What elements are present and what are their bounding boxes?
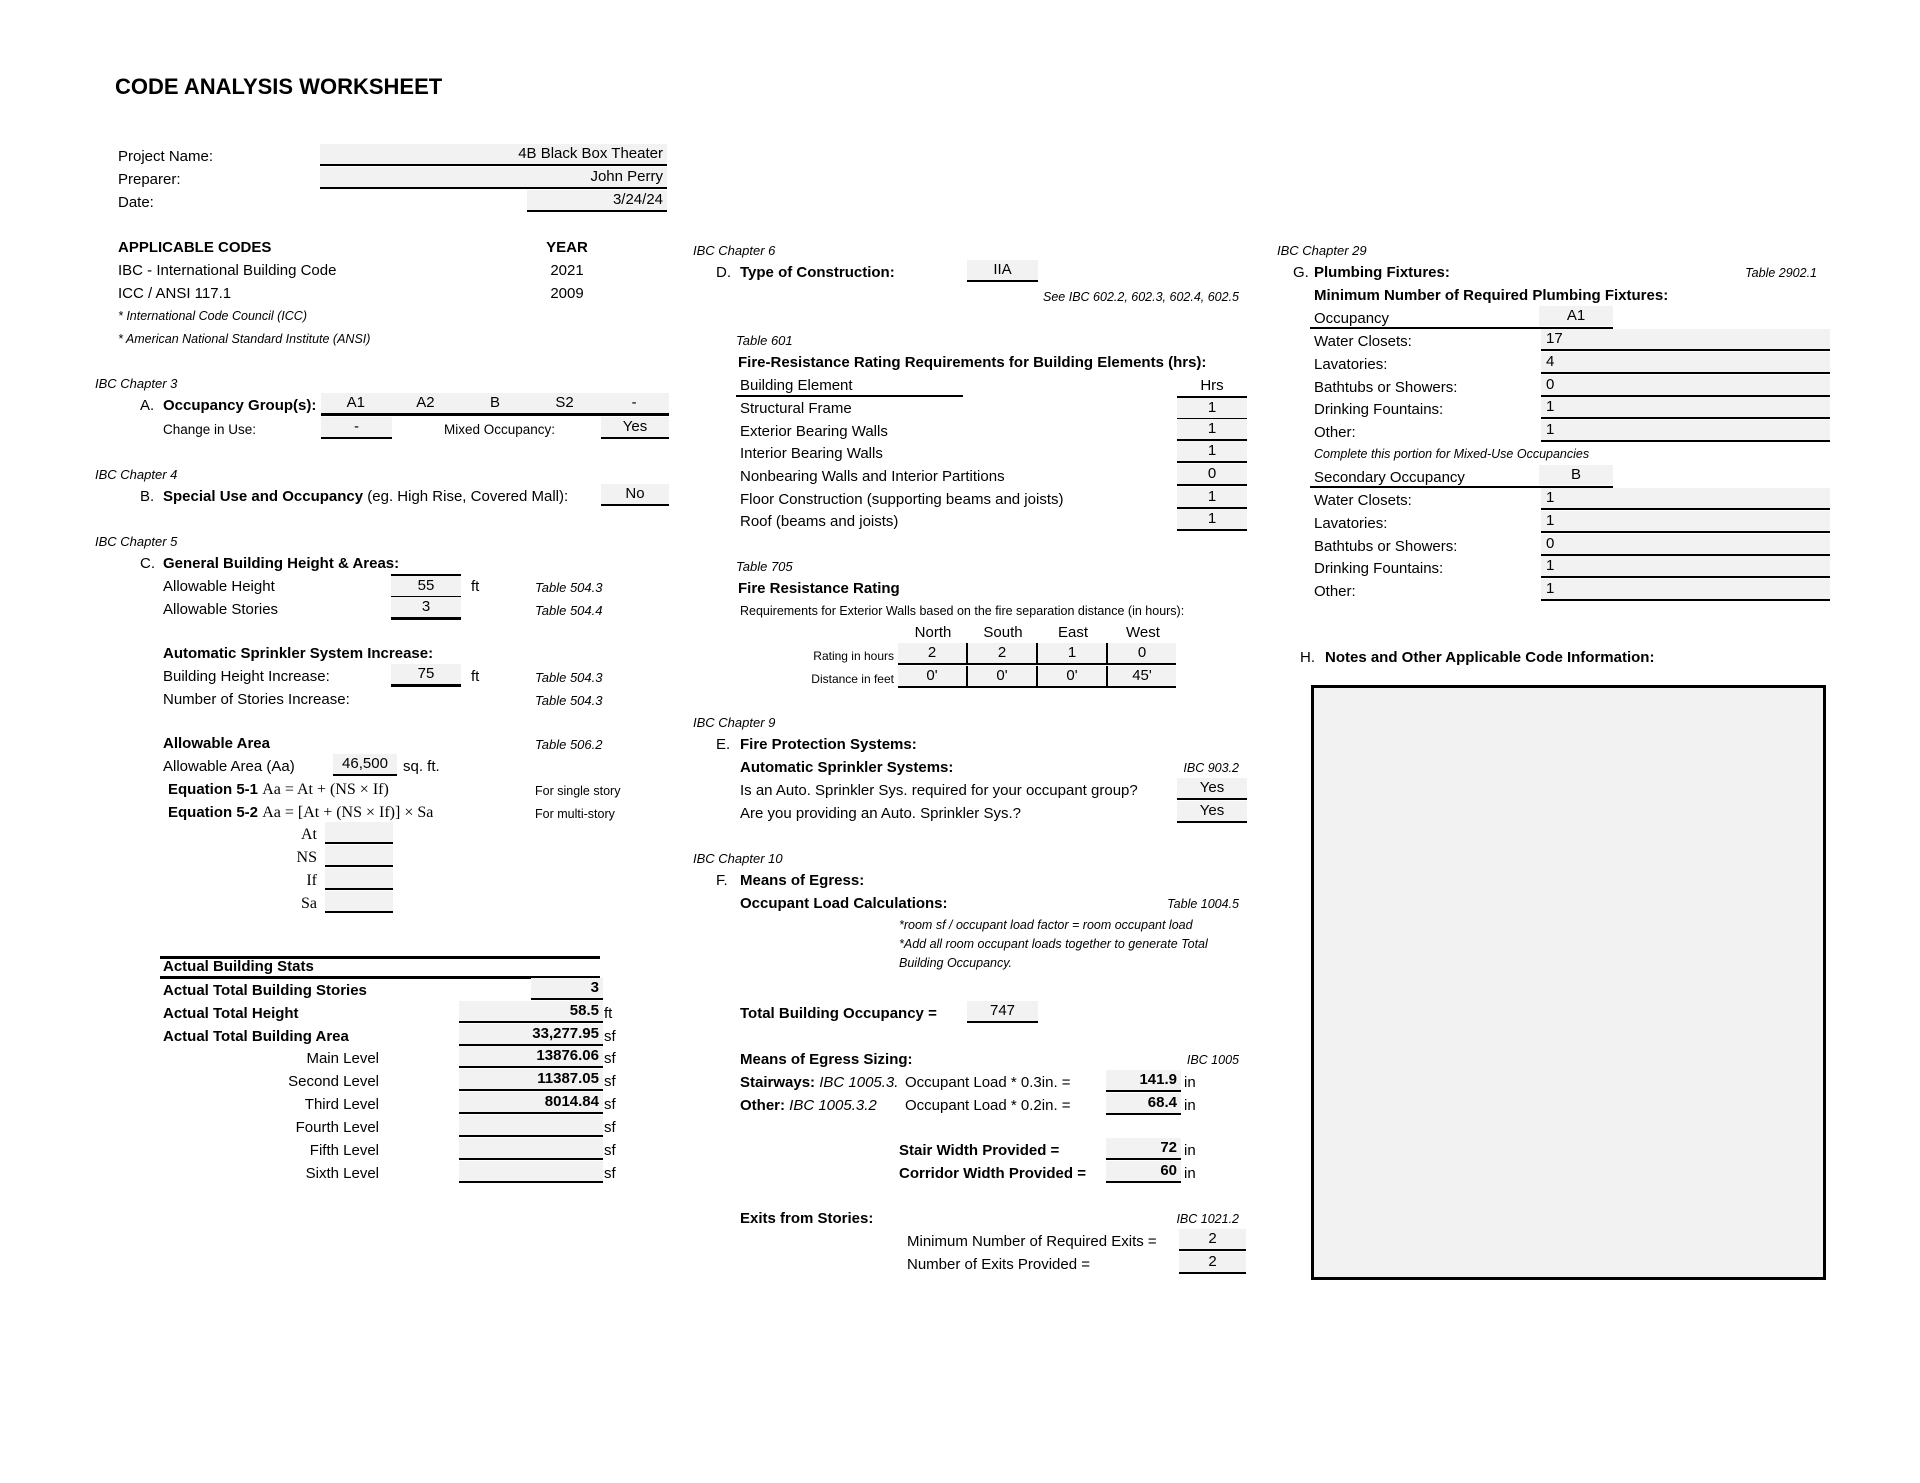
chapter10-ref: IBC Chapter 10 — [693, 851, 783, 866]
fixture-row-value[interactable]: 1 — [1541, 511, 1830, 533]
min-exits-label: Minimum Number of Required Exits = — [907, 1233, 1157, 1250]
stats-row-value[interactable]: 58.5 — [459, 1001, 603, 1023]
fixture-row-value[interactable]: 17 — [1541, 329, 1830, 351]
section-letter-f: F. — [716, 872, 728, 889]
distance-in-feet-row[interactable] — [898, 666, 1176, 688]
distance-in-feet-label: Distance in feet — [811, 672, 894, 686]
occupancy-groups-heading: Occupancy Group(s): — [163, 397, 317, 414]
var-if-field[interactable] — [325, 868, 393, 890]
mixed-use-note: Complete this portion for Mixed-Use Occupancies — [1314, 447, 1590, 461]
ibc-1021-2-ref: IBC 1021.2 — [1176, 1212, 1239, 1226]
occupancy-group-value[interactable]: - — [631, 394, 637, 411]
building-element-underline — [736, 375, 963, 397]
table601-row-value[interactable]: 1 — [1177, 487, 1247, 509]
min-exits-field[interactable]: 2 — [1179, 1229, 1246, 1251]
section-letter-g: G. — [1293, 264, 1309, 281]
fixture-row-value[interactable]: 1 — [1541, 420, 1830, 442]
stairways-width-field[interactable]: 141.9 — [1106, 1070, 1181, 1092]
rating-value[interactable]: 0 — [1137, 644, 1147, 661]
stats-row-unit: sf — [604, 1142, 616, 1159]
exits-provided-label: Number of Exits Provided = — [907, 1256, 1090, 1273]
year-heading: YEAR — [546, 239, 588, 256]
equation-5-2-label: Equation 5-2 — [168, 804, 259, 821]
total-occupancy-label: Total Building Occupancy = — [740, 1005, 937, 1022]
other-egress-width-field[interactable]: 68.4 — [1106, 1093, 1181, 1115]
allowable-area-label: Allowable Area (Aa) — [163, 758, 295, 775]
stair-width-unit: in — [1184, 1142, 1196, 1159]
chapter6-ref: IBC Chapter 6 — [693, 243, 776, 258]
footnote-ansi: * American National Standard Institute (ANSI) — [118, 332, 371, 346]
section-letter-d: D. — [716, 264, 731, 281]
date-label: Date: — [118, 194, 154, 211]
fixture-row-label: Other: — [1314, 424, 1356, 441]
allowable-area-heading: Allowable Area — [163, 735, 270, 752]
occupancy-group-value[interactable]: S2 — [555, 394, 574, 411]
stats-row-unit: ft — [604, 1005, 613, 1022]
fire-resistance-rating-heading: Fire Resistance Rating — [738, 580, 900, 597]
page-title: CODE ANALYSIS WORKSHEET — [115, 74, 443, 99]
building-height-increase-field[interactable]: 75 — [391, 664, 461, 687]
stats-row-value[interactable] — [459, 1138, 603, 1160]
mixed-occupancy-field[interactable]: Yes — [601, 417, 669, 439]
chapter9-ref: IBC Chapter 9 — [693, 715, 776, 730]
section-letter-b: B. — [140, 488, 155, 505]
stats-row-value[interactable]: 3 — [531, 978, 603, 1000]
project-name-field[interactable]: 4B Black Box Theater — [320, 144, 667, 166]
fixture-row-label: Water Closets: — [1314, 333, 1412, 350]
stats-row-value[interactable] — [459, 1161, 603, 1183]
stories-increase-label: Number of Stories Increase: — [163, 691, 350, 708]
chapter4-ref: IBC Chapter 4 — [95, 467, 178, 482]
occupancy-groups-field[interactable] — [321, 393, 669, 416]
total-occupancy-field[interactable]: 747 — [967, 1001, 1038, 1023]
ibc-903-2-ref: IBC 903.2 — [1183, 761, 1239, 775]
other-egress-code-ref: IBC 1005.3.2 — [789, 1097, 877, 1114]
change-in-use-field[interactable]: - — [321, 417, 392, 439]
applicable-codes-heading: APPLICABLE CODES — [118, 239, 272, 256]
notes-box[interactable] — [1311, 685, 1826, 1280]
occupant-load-note-1: *room sf / occupant load factor = room occupant load — [899, 918, 1193, 932]
table-1004-5-ref: Table 1004.5 — [1167, 897, 1239, 911]
stats-row-label: Actual Total Building Area — [163, 1028, 349, 1045]
rating-value[interactable]: 1 — [1038, 643, 1108, 663]
fixture-row-value[interactable]: 1 — [1541, 556, 1830, 578]
occupancy-col-label: Occupancy — [1314, 310, 1390, 327]
occupant-load-note-2: *Add all room occupant loads together to generate Total — [899, 937, 1208, 951]
fixture-row-label: Lavatories: — [1314, 515, 1388, 532]
plumbing-fixtures-heading: Plumbing Fixtures: — [1314, 264, 1450, 281]
allowable-height-field[interactable]: 55 — [391, 574, 461, 598]
table601-row-value[interactable]: 0 — [1177, 464, 1247, 486]
stats-row-unit: sf — [604, 1119, 616, 1136]
building-height-increase-unit: ft — [471, 668, 480, 685]
var-at-label: At — [301, 826, 317, 843]
section-letter-e: E. — [716, 736, 731, 753]
stats-row-label: Main Level — [306, 1050, 379, 1067]
sprinkler-provided-question: Are you providing an Auto. Sprinkler Sys.? — [740, 805, 1021, 822]
equation-5-1-note: For single story — [535, 784, 621, 798]
stats-row-label: Actual Total Building Stories — [163, 982, 367, 999]
stats-row-unit: sf — [604, 1165, 616, 1182]
ibc-1005-ref: IBC 1005 — [1186, 1053, 1239, 1067]
fixture-row-value[interactable]: 0 — [1541, 534, 1830, 556]
allowable-stories-label: Allowable Stories — [163, 601, 279, 618]
stair-width-provided-field[interactable]: 72 — [1106, 1138, 1181, 1160]
corridor-width-unit: in — [1184, 1165, 1196, 1182]
occupant-load-note-3: Building Occupancy. — [899, 956, 1013, 970]
fixture-row-value[interactable]: 0 — [1541, 375, 1830, 397]
var-sa-label: Sa — [301, 895, 317, 912]
equation-5-2-formula: Aa = [At + (NS × If)] × Sa — [262, 804, 434, 821]
occupancy-group-value[interactable]: B — [489, 394, 500, 411]
date-field[interactable]: 3/24/24 — [527, 190, 667, 212]
stats-row-value[interactable]: 8014.84 — [459, 1092, 603, 1114]
table601-row-value[interactable]: 1 — [1177, 419, 1247, 441]
stats-row-value[interactable]: 13876.06 — [459, 1046, 603, 1068]
hrs-col-header: Hrs — [1200, 377, 1224, 394]
direction-header-east: East — [1057, 624, 1088, 641]
distance-value[interactable]: 0' — [968, 666, 1038, 686]
fixture-row-value[interactable]: 4 — [1541, 352, 1830, 374]
table601-row-label: Floor Construction (supporting beams and joists) — [740, 491, 1064, 508]
occupancy-group-value[interactable]: A1 — [346, 394, 365, 411]
stats-heading-underline — [160, 956, 600, 979]
fixture-row-label: Lavatories: — [1314, 356, 1388, 373]
occupancy-group-value[interactable]: A2 — [416, 394, 435, 411]
special-use-field[interactable]: No — [601, 484, 669, 506]
stats-row-unit: sf — [604, 1028, 616, 1045]
allowable-area-unit: sq. ft. — [403, 758, 440, 775]
other-egress-unit: in — [1184, 1097, 1196, 1114]
see-ibc-ref: See IBC 602.2, 602.3, 602.4, 602.5 — [1043, 290, 1239, 304]
sprinkler-required-field[interactable]: Yes — [1177, 778, 1247, 800]
chapter29-ref: IBC Chapter 29 — [1277, 243, 1367, 258]
stats-row-label: Third Level — [304, 1096, 379, 1113]
allowable-height-label: Allowable Height — [163, 578, 275, 595]
fixture-row-value[interactable]: 1 — [1541, 579, 1830, 601]
stats-row-value[interactable]: 11387.05 — [459, 1069, 603, 1091]
section-letter-a: A. — [140, 397, 155, 414]
direction-header-north: North — [914, 624, 952, 641]
building-height-increase-label: Building Height Increase: — [163, 668, 330, 685]
means-of-egress-heading: Means of Egress: — [740, 872, 865, 889]
construction-type-field[interactable]: IIA — [967, 260, 1038, 282]
table-504-3-ref: Table 504.3 — [535, 670, 603, 685]
table-504-4-ref: Table 504.4 — [535, 603, 603, 618]
fixture-row-label: Bathtubs or Showers: — [1314, 538, 1458, 555]
var-at-field[interactable] — [325, 822, 393, 844]
stats-row-unit: sf — [604, 1050, 616, 1067]
egress-sizing-heading: Means of Egress Sizing: — [740, 1051, 913, 1068]
stats-row-unit: sf — [604, 1096, 616, 1113]
rating-in-hours-row[interactable] — [898, 643, 1176, 665]
sprinkler-increase-heading: Automatic Sprinkler System Increase: — [163, 645, 434, 662]
footnote-icc: * International Code Council (ICC) — [118, 309, 307, 323]
chapter5-ref: IBC Chapter 5 — [95, 534, 178, 549]
occupancy-field[interactable]: A1 — [1539, 306, 1613, 326]
table601-row-label: Roof (beams and joists) — [740, 513, 899, 530]
table601-row-value[interactable]: 1 — [1177, 509, 1247, 531]
mixed-occupancy-label: Mixed Occupancy: — [444, 422, 556, 437]
exits-provided-field[interactable]: 2 — [1179, 1252, 1246, 1274]
fixture-row-value[interactable]: 1 — [1541, 488, 1830, 510]
special-use-heading-bold: Special Use and Occupancy — [163, 488, 364, 505]
stats-row-value[interactable]: 33,277.95 — [459, 1024, 603, 1046]
stats-row-label: Actual Total Height — [163, 1005, 299, 1022]
special-use-heading — [163, 486, 568, 507]
fixture-row-label: Water Closets: — [1314, 492, 1412, 509]
section-letter-c: C. — [140, 555, 155, 572]
table601-row-label: Nonbearing Walls and Interior Partitions — [740, 468, 1005, 485]
other-egress-label — [740, 1095, 877, 1116]
var-sa-field[interactable] — [325, 891, 393, 913]
preparer-label: Preparer: — [118, 171, 181, 188]
stairways-label — [740, 1072, 898, 1093]
stats-row-label: Sixth Level — [305, 1165, 379, 1182]
fire-protection-heading: Fire Protection Systems: — [740, 736, 917, 753]
section-letter-h: H. — [1300, 649, 1315, 666]
rating-in-hours-label: Rating in hours — [813, 649, 894, 663]
corridor-width-provided-label: Corridor Width Provided = — [899, 1165, 1086, 1182]
table-705-ref: Table 705 — [736, 559, 793, 574]
stats-row-label: Second Level — [288, 1073, 379, 1090]
var-ns-field[interactable] — [325, 845, 393, 867]
chapter3-ref: IBC Chapter 3 — [95, 376, 178, 391]
direction-header-south: South — [983, 624, 1023, 641]
stairways-unit: in — [1184, 1074, 1196, 1091]
allowable-stories-field[interactable]: 3 — [391, 597, 461, 620]
table601-row-value[interactable]: 1 — [1177, 396, 1247, 420]
var-ns-label: NS — [296, 849, 317, 866]
change-in-use-label: Change in Use: — [163, 422, 257, 437]
sprinkler-required-question: Is an Auto. Sprinkler Sys. required for your occupant group? — [740, 782, 1138, 799]
stats-row-unit: sf — [604, 1073, 616, 1090]
fixture-row-value[interactable]: 1 — [1541, 397, 1830, 419]
stats-row-value[interactable] — [459, 1115, 603, 1137]
var-if-label: If — [306, 872, 317, 889]
other-egress-label-bold: Other: — [740, 1097, 785, 1114]
exits-from-stories-heading: Exits from Stories: — [740, 1210, 874, 1227]
special-use-heading-rest: (eg. High Rise, Covered Mall): — [367, 488, 569, 505]
fixture-row-label: Other: — [1314, 583, 1356, 600]
table601-row-label: Structural Frame — [740, 400, 852, 417]
equation-5-1 — [168, 779, 389, 800]
table601-row-label: Interior Bearing Walls — [740, 445, 883, 462]
preparer-field[interactable]: John Perry — [320, 167, 667, 189]
fire-resistance-table-heading: Fire-Resistance Rating Requirements for Building Elements (hrs): — [738, 354, 1207, 371]
project-name-label: Project Name: — [118, 148, 214, 165]
distance-value[interactable]: 0' — [1038, 666, 1108, 686]
fire-separation-subheading: Requirements for Exterior Walls based on the fire separation distance (in hours): — [740, 604, 1185, 618]
occupant-load-heading: Occupant Load Calculations: — [740, 895, 948, 912]
min-plumbing-fixtures-subheading: Minimum Number of Required Plumbing Fixtures: — [1314, 287, 1669, 304]
stats-row-label: Fourth Level — [295, 1119, 379, 1136]
fixture-row-label: Drinking Fountains: — [1314, 401, 1444, 418]
stair-width-provided-label: Stair Width Provided = — [899, 1142, 1060, 1159]
fixture-row-label: Drinking Fountains: — [1314, 560, 1444, 577]
table-2902-1-ref: Table 2902.1 — [1745, 266, 1817, 280]
sprinkler-provided-field[interactable]: Yes — [1177, 801, 1247, 823]
notes-heading: Notes and Other Applicable Code Information: — [1325, 649, 1655, 666]
code-row-year[interactable]: 2021 — [550, 262, 584, 279]
rating-value[interactable]: 2 — [968, 643, 1038, 663]
distance-value[interactable]: 45' — [1132, 667, 1152, 684]
stairways-code-ref: IBC 1005.3. — [819, 1074, 899, 1091]
height-areas-heading: General Building Height & Areas: — [163, 555, 400, 572]
corridor-width-provided-field[interactable]: 60 — [1106, 1161, 1181, 1183]
table601-row-value[interactable]: 1 — [1177, 441, 1247, 463]
secondary-occupancy-label: Secondary Occupancy — [1314, 469, 1465, 486]
table-506-2-ref: Table 506.2 — [535, 737, 603, 752]
table601-row-label: Exterior Bearing Walls — [740, 423, 888, 440]
rating-value[interactable]: 2 — [898, 643, 968, 663]
stairways-label-bold: Stairways: — [740, 1074, 816, 1091]
table-601-ref: Table 601 — [736, 333, 793, 348]
other-egress-calc-label: Occupant Load * 0.2in. = — [905, 1097, 1071, 1114]
equation-5-2 — [168, 802, 433, 823]
table-504-3-ref: Table 504.3 — [535, 693, 603, 708]
auto-sprinkler-heading: Automatic Sprinkler Systems: — [740, 759, 954, 776]
construction-type-heading: Type of Construction: — [740, 264, 895, 281]
secondary-occupancy-field[interactable]: B — [1539, 465, 1613, 485]
fixture-row-label: Bathtubs or Showers: — [1314, 379, 1458, 396]
code-row-label: IBC - International Building Code — [118, 262, 337, 279]
code-row-label: ICC / ANSI 117.1 — [118, 285, 232, 302]
equation-5-2-note: For multi-story — [535, 807, 615, 821]
building-stats-heading: Actual Building Stats — [163, 958, 314, 975]
allowable-area-field[interactable]: 46,500 — [333, 754, 397, 776]
stairways-calc-label: Occupant Load * 0.3in. = — [905, 1074, 1071, 1091]
distance-value[interactable]: 0' — [898, 666, 968, 686]
equation-5-1-label: Equation 5-1 — [168, 781, 259, 798]
building-element-col-header: Building Element — [740, 377, 853, 394]
code-row-year[interactable]: 2009 — [550, 285, 584, 302]
stats-row-label: Fifth Level — [309, 1142, 379, 1159]
table-504-3-ref: Table 504.3 — [535, 580, 603, 595]
direction-header-west: West — [1126, 624, 1160, 641]
allowable-height-unit: ft — [471, 578, 480, 595]
equation-5-1-formula: Aa = At + (NS × If) — [262, 781, 389, 798]
